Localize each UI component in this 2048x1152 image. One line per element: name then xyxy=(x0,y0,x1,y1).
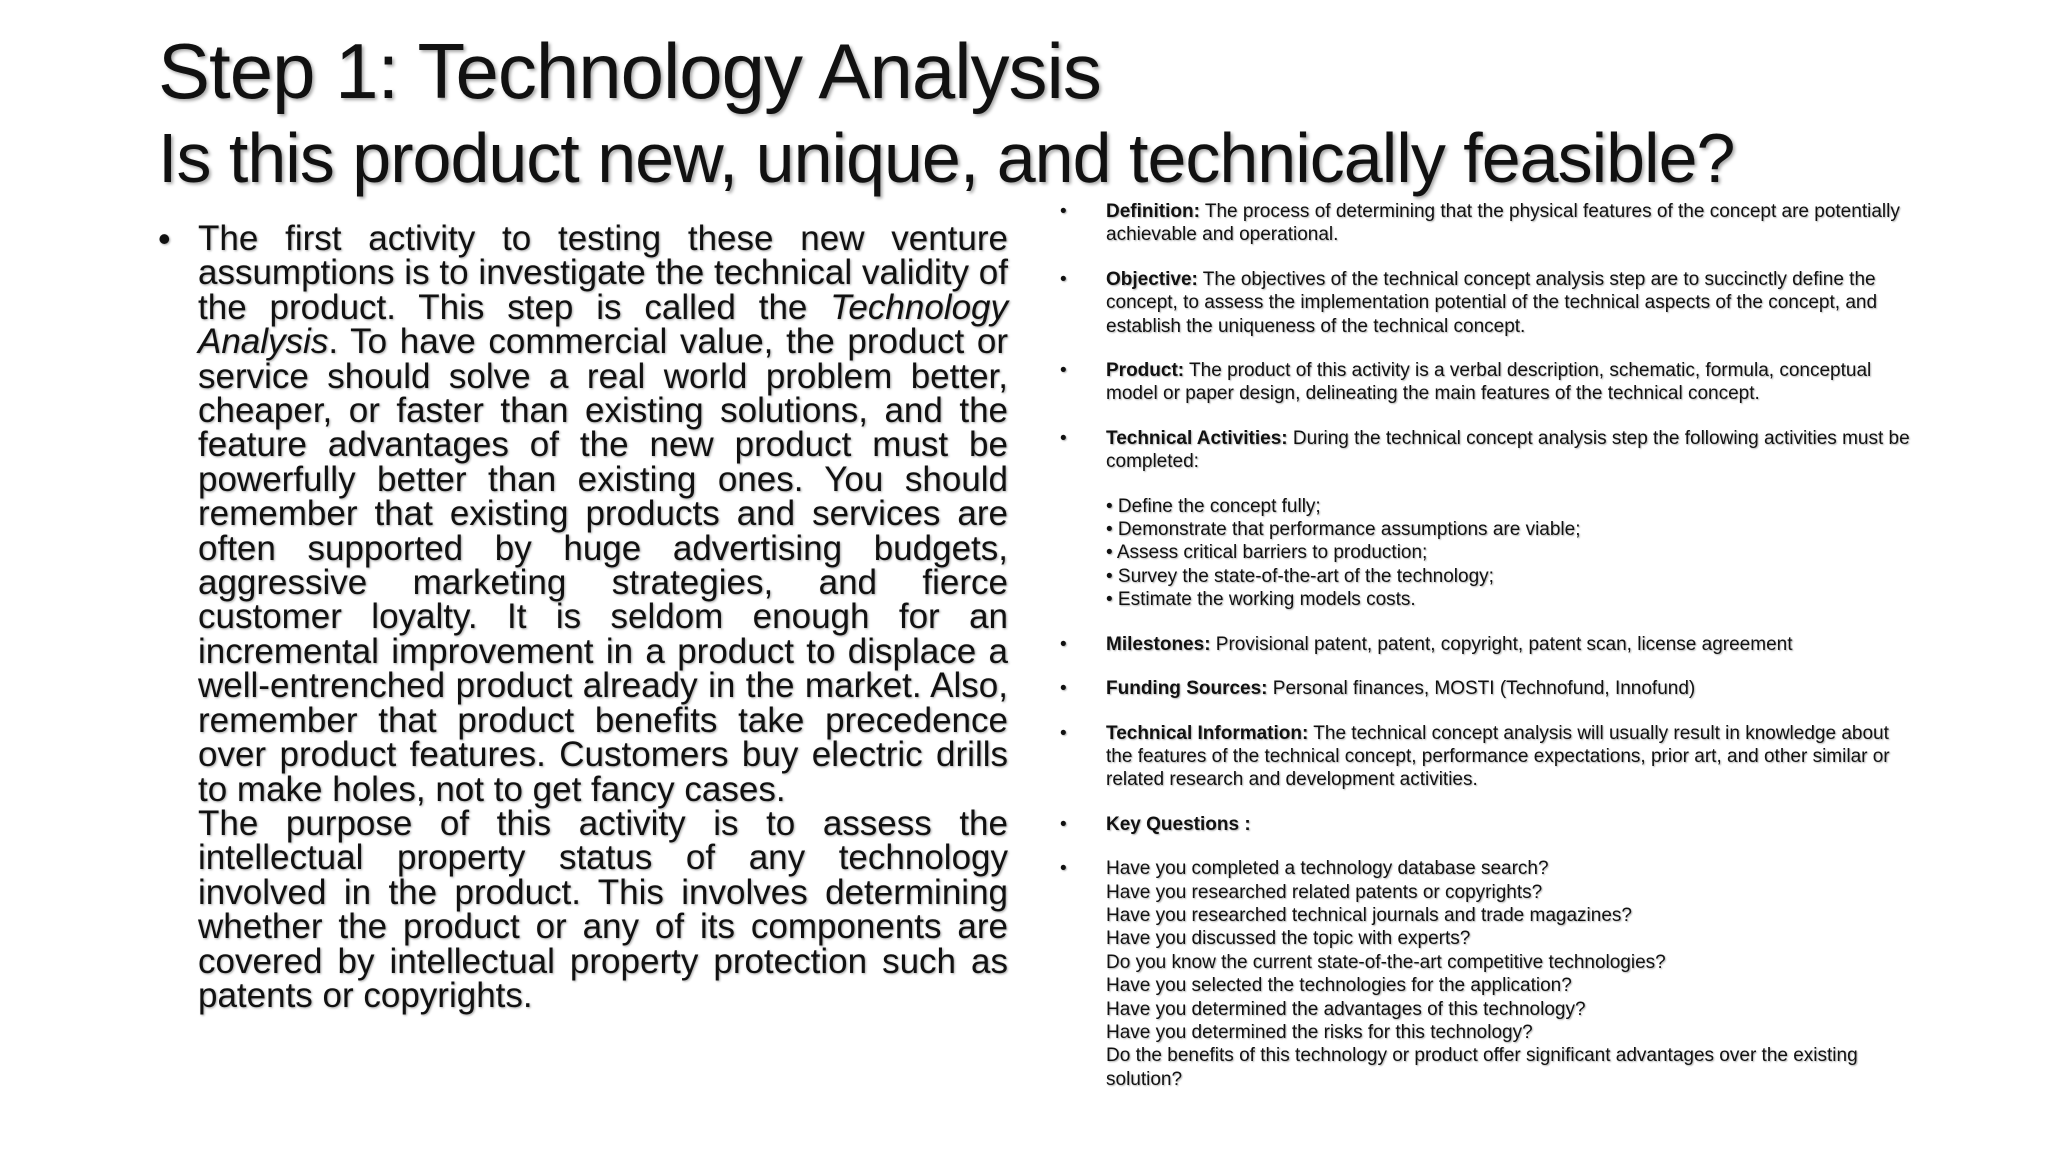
questions-item xyxy=(1060,857,1920,1091)
product-label: Product: xyxy=(1106,360,1185,382)
definition-text: The process of determining that the physical features of the concept are potentially achievable and operational. xyxy=(1106,201,1900,246)
objective-text: The objectives of the technical concept analysis step are to succinctly define the concept, to assess the implementation potential of the technical aspects of the concept, and establish the uniqueness of the technical concept. xyxy=(1106,268,1878,337)
question-line: Do the benefits of this technology or product offer significant advantages over the existing solution? xyxy=(1106,1045,1858,1090)
objective-label: Objective: xyxy=(1106,268,1198,290)
bullet-dot: • xyxy=(1060,722,1067,744)
funding-sources-text: Personal finances, MOSTI (Technofund, Innofund) xyxy=(1267,678,1696,700)
milestones-text: Provisional patent, patent, copyright, patent scan, license agreement xyxy=(1210,633,1793,655)
question-line: Have you researched technical journals and trade magazines? xyxy=(1106,904,1632,926)
definition-label: Definition: xyxy=(1106,201,1200,222)
technical-information-label: Technical Information: xyxy=(1106,722,1309,744)
question-line: Have you selected the technologies for the application? xyxy=(1106,975,1572,997)
bullet-dot: • xyxy=(1060,427,1067,449)
activity-line: • Define the concept fully; xyxy=(1106,495,1321,517)
activity-line: • Estimate the working models costs. xyxy=(1106,589,1416,611)
technical-information-text: The technical concept analysis will usually result in knowledge about the features of the technical concept, performance expectations, prior art, and other similar or related research and development activities. xyxy=(1106,722,1890,791)
activities-list xyxy=(1060,495,1920,612)
left-p1-before: The first activity to testing these new venture assumptions is to investigate the technical validity of the product. This step is called the xyxy=(198,219,1008,327)
left-paragraph-1 xyxy=(198,219,1008,809)
activity-line: • Demonstrate that performance assumptions are viable; xyxy=(1106,519,1581,541)
title-subheading: Is this product new, unique, and technically feasible? xyxy=(158,119,1735,197)
left-paragraph-2: The purpose of this activity is to assess the intellectual property status of any technology involved in the product. This involves determining whether the product or any of its components are covered by intellectual property protection such as patents or copyrights. xyxy=(198,803,1008,1015)
questions-list xyxy=(1106,857,1920,1091)
product-text: The product of this activity is a verbal description, schematic, formula, conceptual model or paper design, delineating the main features of the technical concept. xyxy=(1106,360,1872,405)
activity-line: • Assess critical barriers to production; xyxy=(1106,542,1428,564)
bullet-dot: • xyxy=(1060,360,1067,382)
left-bullet: • xyxy=(158,218,171,259)
left-p1-italic: Technology Analysis xyxy=(198,287,1008,362)
left-paragraphs xyxy=(198,219,1008,1015)
technical-activities-item xyxy=(1060,427,1920,474)
funding-sources-label: Funding Sources: xyxy=(1106,678,1268,700)
key-questions-label: Key Questions : xyxy=(1106,813,1251,835)
question-line: Have you completed a technology database search? xyxy=(1106,858,1549,880)
milestones-item xyxy=(1060,633,1920,656)
product-item xyxy=(1060,359,1920,406)
right-body xyxy=(1060,200,1920,1112)
slide-title xyxy=(158,26,1998,200)
question-line: Have you researched related patents or copyrights? xyxy=(1106,881,1543,903)
key-questions-item xyxy=(1060,813,1920,836)
question-line: Have you determined the advantages of this technology? xyxy=(1106,998,1586,1020)
title-heading: Step 1: Technology Analysis xyxy=(158,27,1101,115)
funding-sources-item xyxy=(1060,677,1920,700)
bullet-dot: • xyxy=(1060,633,1067,655)
technical-information-item xyxy=(1060,722,1920,792)
activity-line: • Survey the state-of-the-art of the technology; xyxy=(1106,565,1494,587)
milestones-label: Milestones: xyxy=(1106,633,1211,655)
technical-activities-label: Technical Activities: xyxy=(1106,427,1288,449)
definition-item xyxy=(1060,200,1920,247)
left-p1-after: . To have commercial value, the product or service should solve a real world problem better, cheaper, or faster than existing solutions, and the feature advantages of the new product must be powerfully better than existing ones. You should remember that existing products and services are often supported by huge advertising budgets, aggressive marketing strategies, and fierce customer loyalty. It is seldom enough for an incremental improvement in a product to displace a well-entrenched product already in the market. Also, remember that product benefits take precedence over product features. Customers buy electric drills to make holes, not to get fancy cases. xyxy=(198,322,1008,809)
question-line: Have you discussed the topic with experts? xyxy=(1106,928,1471,950)
bullet-dot: • xyxy=(1060,813,1067,835)
objective-item xyxy=(1060,268,1920,338)
bullet-dot: • xyxy=(1060,678,1067,700)
left-body xyxy=(158,218,1008,1015)
bullet-dot: • xyxy=(1060,268,1067,290)
question-line: Do you know the current state-of-the-art competitive technologies? xyxy=(1106,951,1666,973)
technical-activities-text: During the technical concept analysis step the following activities must be completed: xyxy=(1106,427,1910,473)
bullet-dot: • xyxy=(1060,858,1067,880)
question-line: Have you determined the risks for this technology? xyxy=(1106,1021,1533,1043)
bullet-dot: • xyxy=(1060,201,1067,222)
